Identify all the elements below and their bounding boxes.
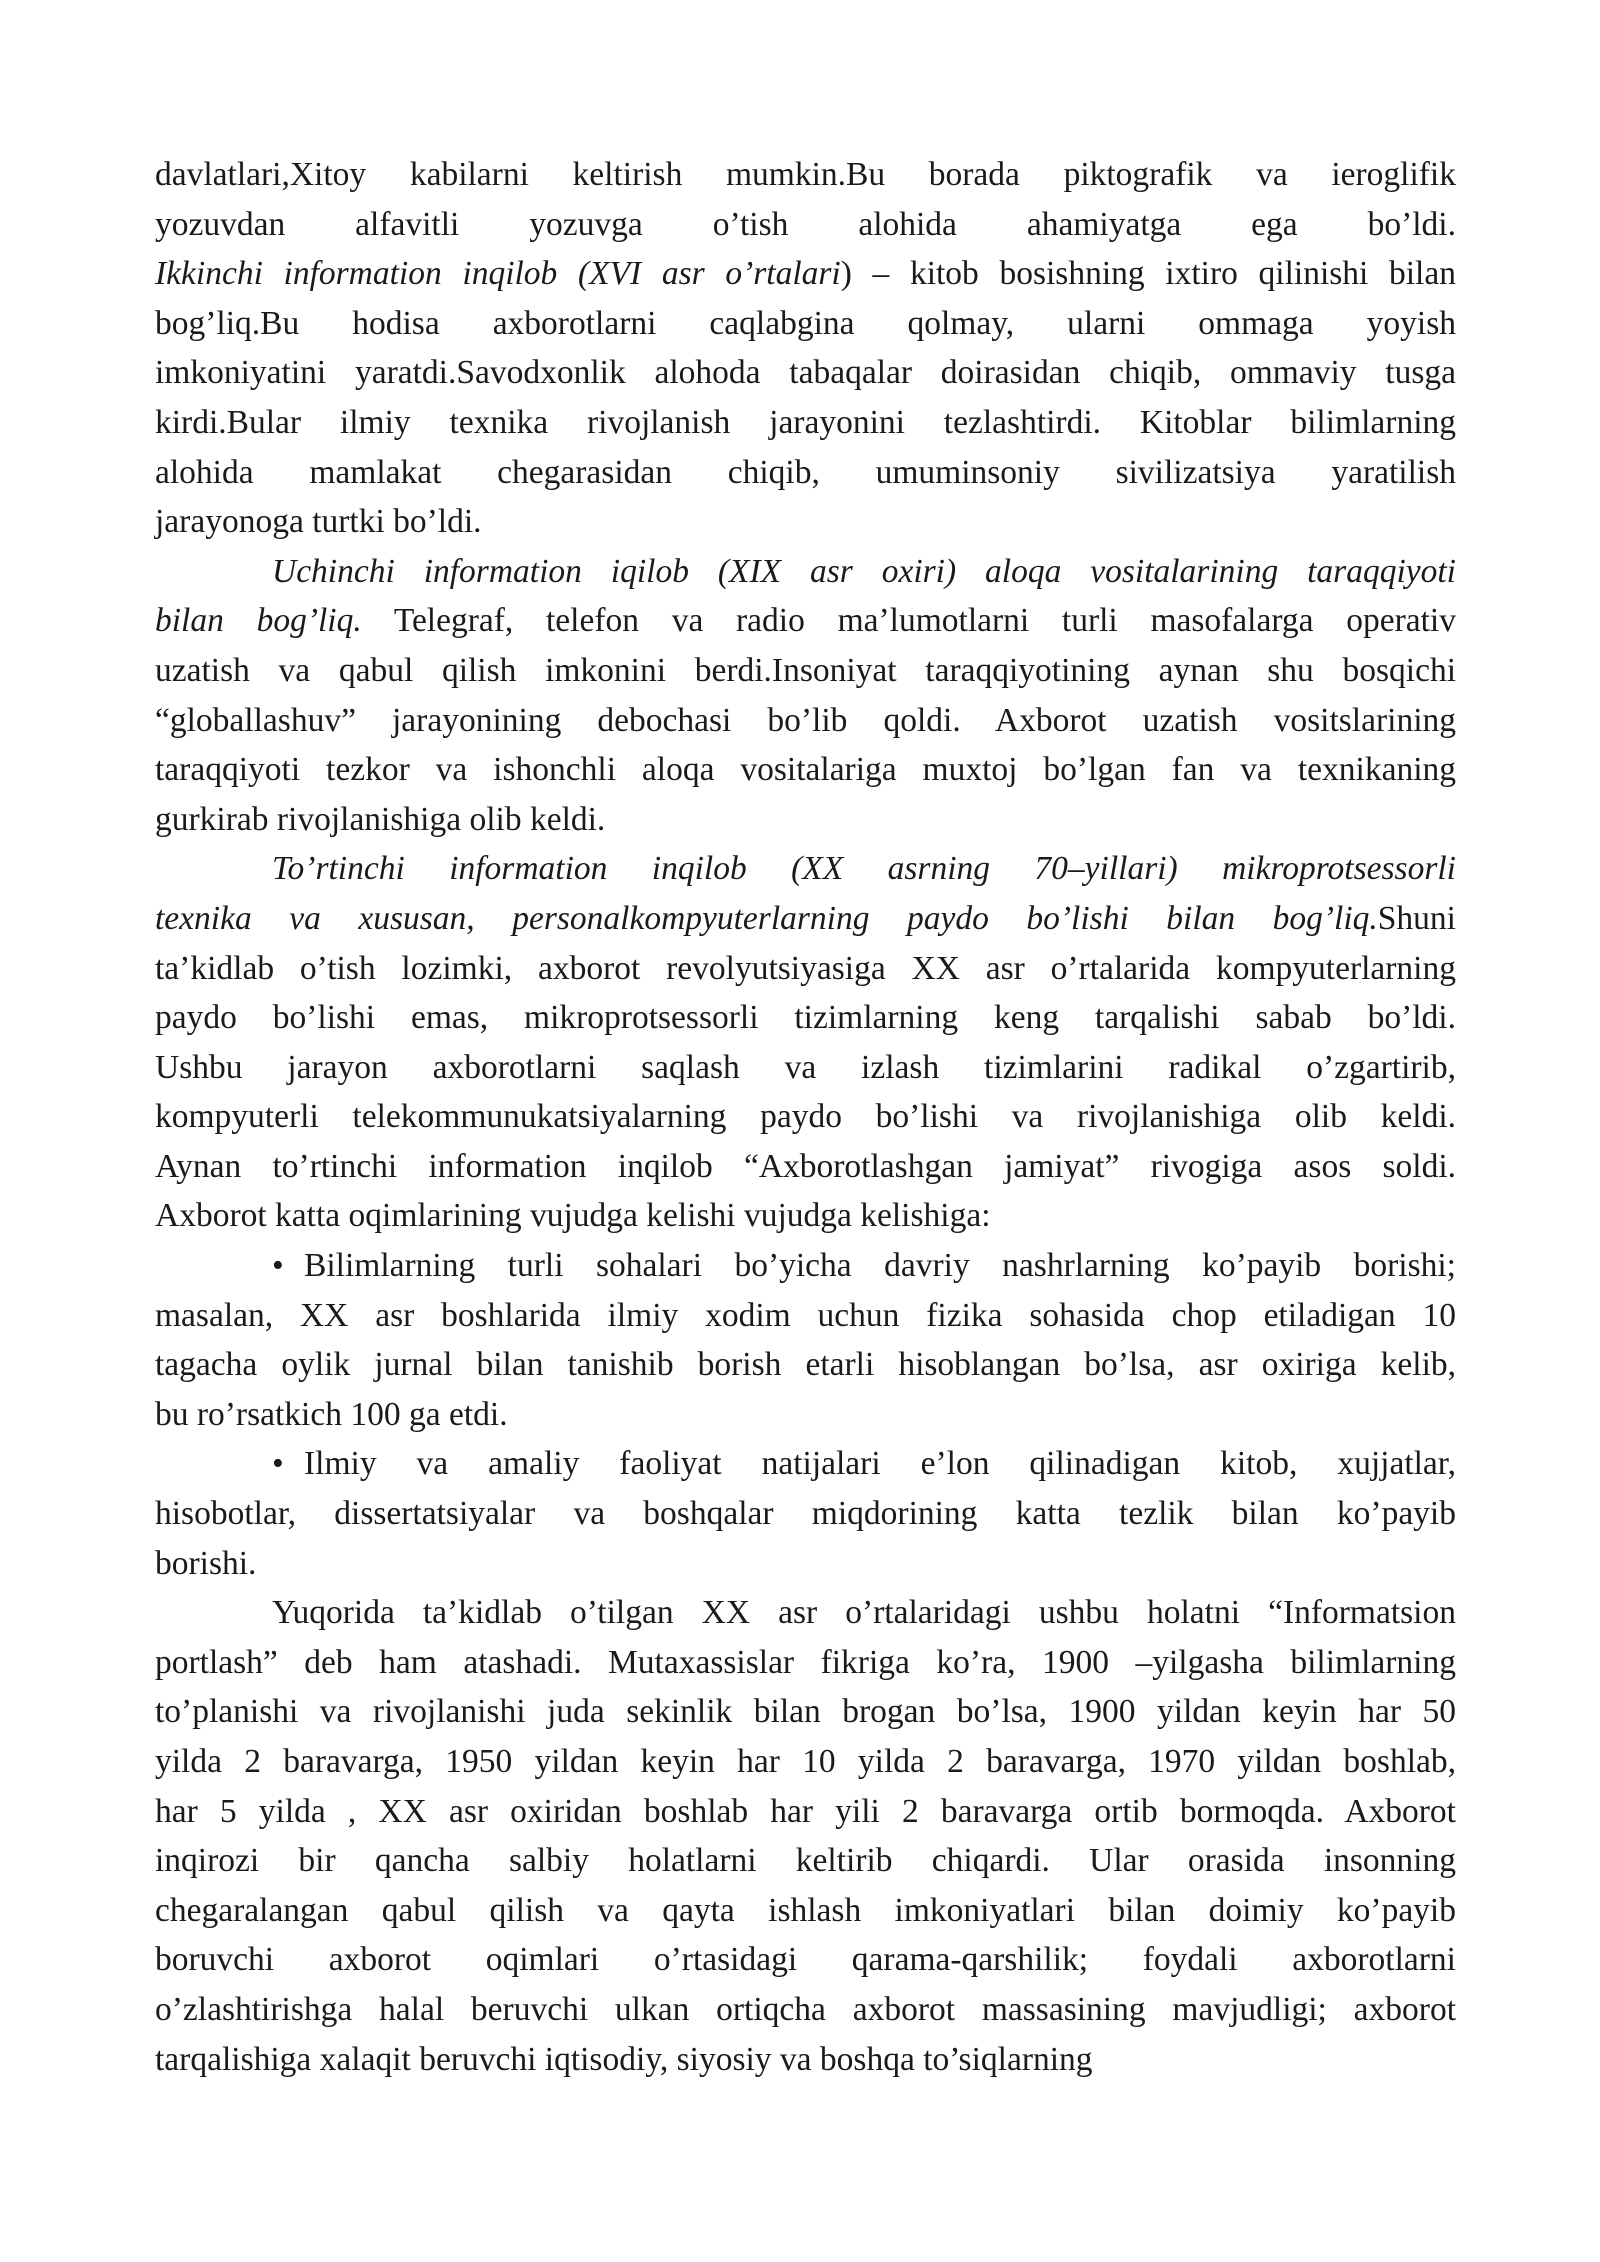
- text-run: to’planishi va rivojlanishi juda sekinlik bilan brogan bo’lsa, 1900 yildan keyin har 50: [155, 1693, 1456, 1731]
- text-line: [155, 1291, 1456, 1341]
- text-line: [155, 696, 1456, 746]
- text-run: bu ro’rsatkich 100 ga etdi.: [155, 1395, 508, 1433]
- text-run: Yuqorida ta’kidlab o’tilgan XX asr o’rtalaridagi ushbu holatni “Informatsion: [272, 1594, 1456, 1632]
- text-line: [155, 1539, 1456, 1589]
- text-run: ta’kidlab o’tish lozimki, axborot revolyutsiyasiga XX asr o’rtalarida kompyuterlarning: [155, 949, 1456, 987]
- text-line: [155, 1142, 1456, 1192]
- text-line: [155, 1985, 1456, 2035]
- italic-text-run: To’rtinchi information inqilob (XX asrning 70–yillari) mikroprotsessorli: [272, 850, 1456, 888]
- text-run: masalan, XX asr boshlarida ilmiy xodim uchun fizika sohasida chop etiladigan 10: [155, 1296, 1456, 1334]
- text-line: [155, 547, 1456, 597]
- text-line: [155, 1687, 1456, 1737]
- text-run: gurkirab rivojlanishiga olib keldi.: [155, 800, 606, 838]
- text-line: [155, 745, 1456, 795]
- text-line: [155, 1390, 1456, 1440]
- text-run: Axborot katta oqimlarining vujudga kelishi vujudga kelishiga:: [155, 1197, 991, 1235]
- italic-text-run: Ikkinchi information inqilob (XVI asr o’rtalari: [155, 255, 841, 293]
- text-line: [155, 894, 1456, 944]
- text-run: tagacha oylik jurnal bilan tanishib borish etarli hisoblangan bo’lsa, asr oxiriga kelib,: [155, 1346, 1456, 1384]
- text-line: [155, 1935, 1456, 1985]
- text-run: yilda 2 baravarga, 1950 yildan keyin har 10 yilda 2 baravarga, 1970 yildan boshlab,: [155, 1743, 1456, 1780]
- text-run: davlatlari,Xitoy kabilarni keltirish mumkin.Bu borada piktografik va ieroglifik: [155, 156, 1456, 193]
- text-run: “globallashuv” jarayonining debochasi bo’lib qoldi. Axborot uzatish vositslarining: [155, 701, 1456, 739]
- text-run: bog’liq.Bu hodisa axborotlarni caqlabgina qolmay, ularni ommaga yoyish: [155, 304, 1456, 342]
- text-line: [155, 398, 1456, 448]
- text-line: [155, 1092, 1456, 1142]
- text-run: Bilimlarning turli sohalari bo’yicha davriy nashrlarning ko’payib borishi;: [304, 1247, 1456, 1285]
- text-run: chegaralangan qabul qilish va qayta ishlash imkoniyatlari bilan doimiy ko’payib: [155, 1891, 1456, 1929]
- text-line: [155, 596, 1456, 646]
- text-line: [155, 1191, 1456, 1241]
- text-line: [155, 1886, 1456, 1936]
- text-run: taraqqiyoti tezkor va ishonchli aloqa vositalariga muxtoj bo’lgan fan va texnikaning: [155, 751, 1456, 789]
- text-line: [155, 1836, 1456, 1886]
- text-run: har 5 yilda , XX asr oxiridan boshlab har yili 2 baravarga ortib bormoqda. Axborot: [155, 1792, 1456, 1830]
- text-line: [155, 1588, 1456, 1638]
- text-line: [155, 844, 1456, 894]
- text-run: kompyuterli telekommunukatsiyalarning paydo bo’lishi va rivojlanishiga olib keldi.: [155, 1098, 1456, 1136]
- text-line: [155, 448, 1456, 498]
- text-line: [155, 795, 1456, 845]
- italic-text-run: Uchinchi information iqilob (XIX asr oxiri) aloqa vositalarining taraqqiyoti: [272, 552, 1456, 590]
- text-line: [155, 1439, 1456, 1489]
- text-line: [155, 2035, 1456, 2085]
- text-run: boruvchi axborot oqimlari o’rtasidagi qarama-qarshilik; foydali axborotlarni: [155, 1941, 1456, 1979]
- text-run: portlash” deb ham atashadi. Mutaxassislar fikriga ko’ra, 1900 –yilgasha bilimlarning: [155, 1643, 1456, 1681]
- text-run: o’zlashtirishga halal beruvchi ulkan ortiqcha axborot massasining mavjudligi; axborot: [155, 1990, 1456, 2028]
- text-run: kirdi.Bular ilmiy texnika rivojlanish jarayonini tezlashtirdi. Kitoblar bilimlarning: [155, 403, 1456, 441]
- text-line: [155, 497, 1456, 547]
- document-body: [155, 150, 1456, 2084]
- text-line: [155, 1241, 1456, 1291]
- text-line: [155, 944, 1456, 994]
- text-run: ) – kitob bosishning ixtiro qilinishi bilan: [840, 255, 1456, 293]
- text-line: [155, 200, 1456, 250]
- text-run: Ilmiy va amaliy faoliyat natijalari e’lon qilinadigan kitob, xujjatlar,: [304, 1445, 1456, 1483]
- text-run: Ushbu jarayon axborotlarni saqlash va izlash tizimlarini radikal o’zgartirib,: [155, 1048, 1456, 1086]
- text-line: [155, 1043, 1456, 1093]
- text-run: paydo bo’lishi emas, mikroprotsessorli tizimlarning keng tarqalishi sabab bo’ldi.: [155, 999, 1456, 1037]
- text-run: inqirozi bir qancha salbiy holatlarni keltirib chiqardi. Ular orasida insonning: [155, 1842, 1456, 1880]
- text-run: Aynan to’rtinchi information inqilob “Axborotlashgan jamiyat” rivogiga asos soldi.: [155, 1147, 1456, 1185]
- text-run: yozuvdan alfavitli yozuvga o’tish alohida ahamiyatga ega bo’ldi.: [155, 205, 1456, 243]
- text-line: [155, 1638, 1456, 1688]
- italic-text-run: texnika va xususan, personalkompyuterlarning paydo bo’lishi bilan bog’liq.: [155, 899, 1378, 937]
- text-run: borishi.: [155, 1544, 257, 1582]
- text-line: [155, 646, 1456, 696]
- bullet-icon: •: [272, 1247, 284, 1285]
- text-run: jarayonoga turtki bo’ldi.: [155, 503, 482, 541]
- text-line: [155, 1489, 1456, 1539]
- text-line: [155, 993, 1456, 1043]
- text-line: [155, 1737, 1456, 1787]
- text-run: Telegraf, telefon va radio ma’lumotlarni turli masofalarga operativ: [361, 602, 1456, 640]
- text-line: [155, 299, 1456, 349]
- text-run: imkoniyatini yaratdi.Savodxonlik alohoda tabaqalar doirasidan chiqib, ommaviy tusga: [155, 354, 1456, 392]
- text-run: tarqalishiga xalaqit beruvchi iqtisodiy, siyosiy va boshqa to’siqlarning: [155, 2040, 1093, 2078]
- bullet-icon: •: [272, 1445, 284, 1483]
- text-run: uzatish va qabul qilish imkonini berdi.Insoniyat taraqqiyotining aynan shu bosqichi: [155, 651, 1456, 689]
- text-run: Shuni: [1377, 899, 1456, 937]
- italic-text-run: bilan bog’liq.: [155, 602, 362, 640]
- text-line: [155, 348, 1456, 398]
- text-line: [155, 249, 1456, 299]
- text-line: [155, 1340, 1456, 1390]
- text-run: alohida mamlakat chegarasidan chiqib, umuminsoniy sivilizatsiya yaratilish: [155, 453, 1456, 491]
- text-line: [155, 150, 1456, 200]
- text-run: hisobotlar, dissertatsiyalar va boshqalar miqdorining katta tezlik bilan ko’payib: [155, 1495, 1456, 1533]
- text-line: [155, 1787, 1456, 1837]
